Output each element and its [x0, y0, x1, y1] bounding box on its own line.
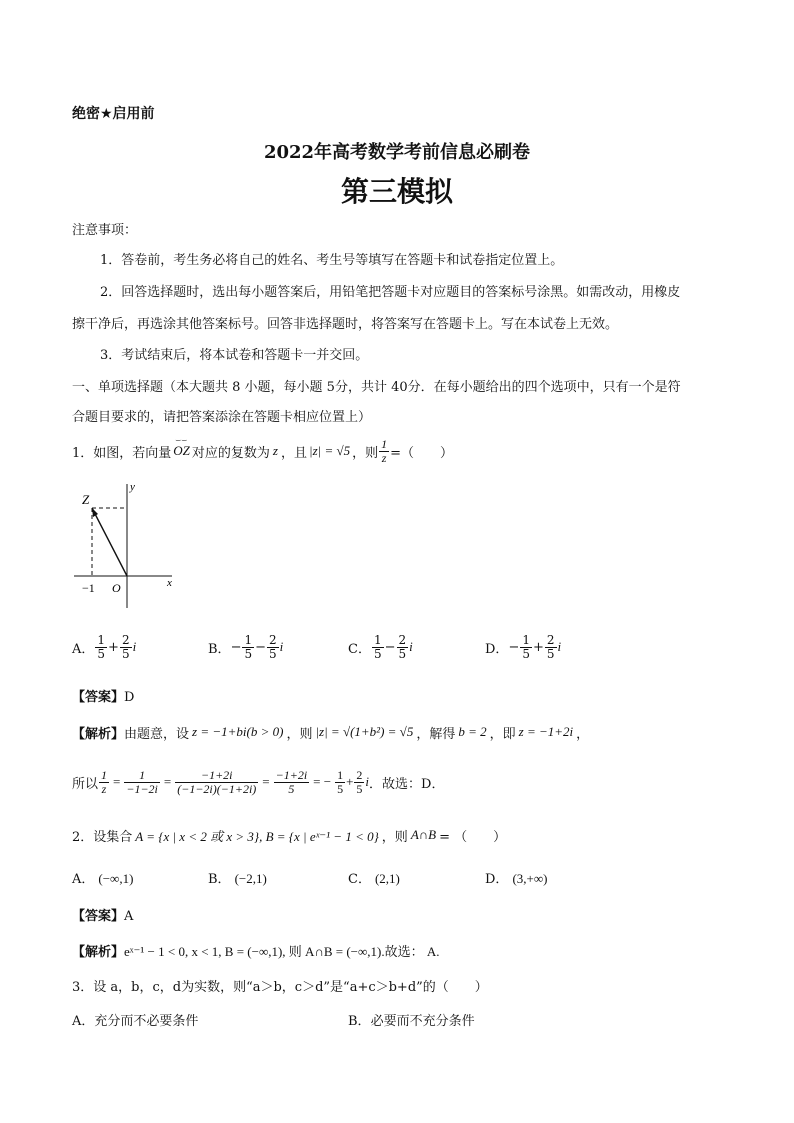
vector-arrow-icon: ⌣⌣: [175, 435, 188, 445]
page-title: 2022年高考数学考前信息必刷卷: [263, 142, 531, 163]
label-origin: O: [112, 581, 121, 595]
q1-option-d[interactable]: D． − $\frac{1}{5}$ + $\frac{2}{5}$ i: [485, 632, 562, 661]
q3-stem: 3．设 a，b，c，d为实数，则“a＞b，c＞d”是“a+c＞b+d”的（ ）: [72, 980, 488, 995]
notice-item-2: 2．回答选择题时，选出每小题答案后，用铅笔把答题卡对应题目的答案标号涂黑。如需改动，用橡皮: [100, 285, 681, 300]
q1-option-a[interactable]: A． $\frac{1}{5}$ + $\frac{2}{5}$ i: [72, 632, 137, 661]
q1-var-z: z: [272, 443, 278, 458]
q2-stem: 2．设集合 A = {x | x < 2 或 x > 3}, B = {x | eˣ⁻¹ − 1 < 0} ，则 A∩B = （ ）: [72, 827, 507, 845]
label-x: x: [167, 577, 172, 589]
page-subtitle: 第三模拟: [340, 175, 453, 208]
q1-analysis-line1: 【解析】 由题意，设 z = −1+bi(b > 0) ，则 |z| = √(1+b²) = √5 ，解得 b = 2 ，即 z = −1+2i ，: [72, 724, 590, 742]
vector-oz: [92, 508, 127, 576]
secret-label: 绝密★启用前: [72, 106, 155, 122]
q2-option-a[interactable]: A． (−∞,1): [72, 871, 134, 887]
q1-option-c[interactable]: C． $\frac{1}{5}$ − $\frac{2}{5}$ i: [348, 632, 413, 661]
q1-stem-c: ，且: [280, 445, 307, 461]
vector-arrowhead: [92, 508, 98, 517]
q1-stem-b: 对应的复数为: [191, 445, 270, 461]
section-heading-line2: 合题目要求的，请把答案添涂在答题卡相应位置上）: [72, 410, 372, 425]
q1-modulus: |z| = √5: [309, 443, 351, 458]
q1-fraction: $\frac{1}{z}$: [381, 436, 388, 465]
notice-heading: 注意事项：: [72, 223, 138, 238]
q1-option-b[interactable]: B． − $\frac{1}{5}$ − $\frac{2}{5}$ i: [208, 632, 284, 661]
notice-item-2-cont: 擦干净后，再选涂其他答案标号。回答非选择题时，将答案写在答题卡上。写在本试卷上无效。: [72, 317, 619, 332]
q1-figure: [72, 478, 182, 610]
q2-option-c[interactable]: C． (2,1): [348, 871, 400, 887]
label-neg-one: −1: [82, 581, 95, 595]
q2-option-d[interactable]: D． (3,+∞): [485, 871, 548, 887]
notice-item-1: 1．答卷前，考生务必将自己的姓名、考生号等填写在答题卡和试卷指定位置上。: [100, 253, 564, 268]
q2-answer: 【答案】A: [72, 909, 134, 924]
q1-analysis-line2: 所以 $\frac{1}{z}$ = $\frac{1}{-1-2i}$ = $\frac{-1+2i}{(-1-2i)(-1+2i)}$ = $\frac{-1+2i}{5}$ = − $\frac{1}{5}$ + $\frac{2}{5}$ i ．故选：D．: [72, 767, 445, 796]
q2-option-b[interactable]: B． (−2,1): [208, 871, 267, 887]
label-y: y: [130, 481, 135, 493]
q1-stem-e: =（ ）: [390, 445, 454, 461]
q3-option-a[interactable]: A．充分而不必要条件: [72, 1014, 199, 1029]
q3-option-b[interactable]: B．必要而不充分条件: [348, 1014, 475, 1029]
q2-analysis: 【解析】eˣ⁻¹ − 1 < 0, x < 1, B = (−∞,1), 则 A∩B = (−∞,1).故选： A.: [72, 944, 440, 960]
notice-item-3: 3．考试结束后，将本试卷和答题卡一并交回。: [100, 348, 369, 363]
q1-stem-a: 1．如图，若向量: [72, 445, 172, 461]
q1-stem: [72, 436, 453, 466]
label-z: Z: [82, 492, 90, 507]
section-heading-line1: 一、单项选择题（本大题共 8 小题，每小题 5分，共计 40分．在每小题给出的四个选项中，只有一个是符: [72, 380, 681, 395]
q1-vector: ⌣⌣ OZ: [173, 435, 190, 458]
q1-stem-d: ，则: [352, 445, 379, 461]
q1-answer: 【答案】D: [72, 690, 135, 705]
